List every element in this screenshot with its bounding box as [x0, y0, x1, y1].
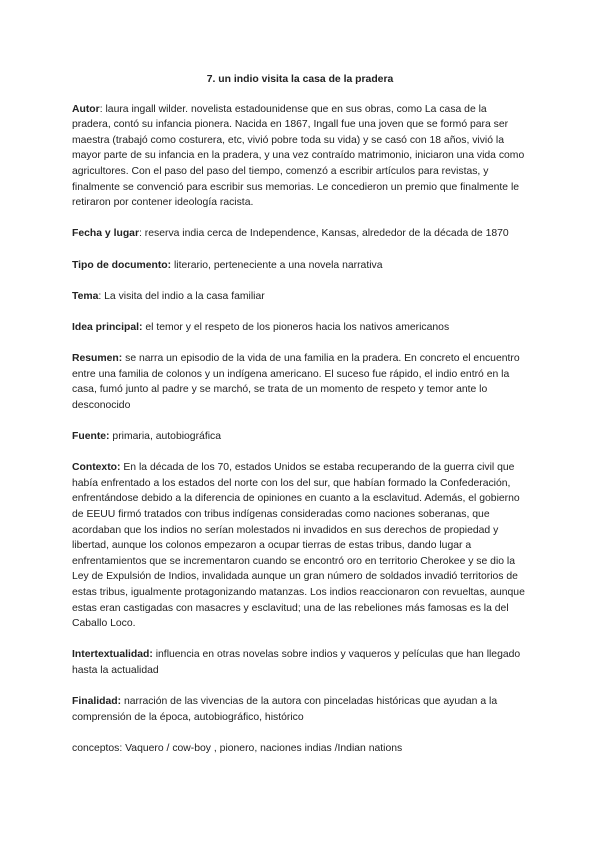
section-tipo-de-documento: [72, 258, 528, 274]
section-label: Fecha y lugar: [72, 228, 139, 240]
section-fecha-y-lugar: [72, 226, 528, 242]
document-title: 7. un indio visita la casa de la pradera: [206, 74, 394, 85]
section-contexto: [72, 460, 528, 632]
section-text: el temor y el respeto de los pioneros hacia los nativos americanos: [142, 321, 450, 333]
section-label: Tema: [72, 290, 99, 302]
section-intertextualidad: [72, 647, 528, 678]
section-text: conceptos: Vaquero / cow-boy , pionero, naciones indias /Indian nations: [72, 742, 403, 754]
section-text: : reserva india cerca de Independence, Kansas, alrededor de la década de 1870: [139, 228, 509, 240]
section-autor: [72, 102, 528, 211]
section-label: Resumen:: [72, 353, 123, 365]
section-text: influencia en otras novelas sobre indios y vaqueros y películas que han llegado hasta la actualidad: [72, 649, 521, 676]
section-label: Intertextualidad:: [72, 649, 153, 661]
section-label: Tipo de documento:: [72, 259, 172, 271]
section-idea-principal: [72, 320, 528, 336]
section-label: Autor: [72, 103, 100, 115]
section-text: narración de las vivencias de la autora con pinceladas históricas que ayudan a la comprensión de la época, autobiográfico, histórico: [72, 696, 498, 723]
section-label: Fuente:: [72, 431, 110, 443]
section-text: : laura ingall wilder. novelista estadounidense que en sus obras, como La casa de la pradera, contó su infancia pionera. Nacida en 1867, Ingall fue una joven que se formó para ser maestra (trabajó como costurera, etc, vivió pobre toda su vida) y se casó con 18 años, vivió la mayor parte de su infancia en la pradera, y una vez contraído matrimonio, iniciaron una vida como agricultores. Con el paso del paso del tiempo, comenzó a escribir artículos para revistas, y finalmente se convenció para escribir sus memorias. Le concedieron un premio que finalmente le retiraron por contener ideología racista.: [72, 103, 525, 209]
section-label: Contexto:: [72, 462, 121, 474]
section-label: Idea principal:: [72, 321, 143, 333]
section-text: : La visita del indio a la casa familiar: [98, 290, 265, 302]
section-text: se narra un episodio de la vida de una familia en la pradera. En concreto el encuentro entre una familia de colonos y un indígena americano. El suceso fue rápido, el indio entró en la casa, fumó junto al padre y se marchó, se trata de un momento de respeto y temor ante lo desconocido: [72, 353, 520, 411]
section-label: Finalidad:: [72, 696, 122, 708]
section-fuente: [72, 429, 528, 445]
section-conceptos: [72, 741, 528, 757]
section-finalidad: [72, 694, 528, 725]
section-tema: [72, 289, 528, 305]
section-resumen: [72, 351, 528, 413]
section-text: En la década de los 70, estados Unidos se estaba recuperando de la guerra civil que había enfrentado a los estados del norte con los del sur, que habían formado la Confederación, enfrentándose debido a la diferencia de opiniones en cuanto a la esclavitud. Además, el gobierno de EEUU firmó tratados con tribus indígenas consideradas como naciones soberanas, que acordaban que los indios no serían molestados ni invadidos en sus derechos de propiedad y libertad, aunque los colonos empezaron a ocupar tierras de estas tribus, dando lugar a enfrentamientos que se incrementaron cuando se encontró oro en territorio Cherokee y se dio la Ley de Expulsión de Indios, invalidada aunque un gran número de soldados invadió territorios de estas tribus, igualmente protagonizando matanzas. Los indios reaccionaron con revueltas, aunque estas eran castigadas con masacres y esclavitud; una de las rebeliones más famosas es la del Caballo Loco.: [72, 462, 525, 630]
section-text: primaria, autobiográfica: [109, 431, 221, 443]
section-text: literario, perteneciente a una novela narrativa: [171, 259, 383, 271]
